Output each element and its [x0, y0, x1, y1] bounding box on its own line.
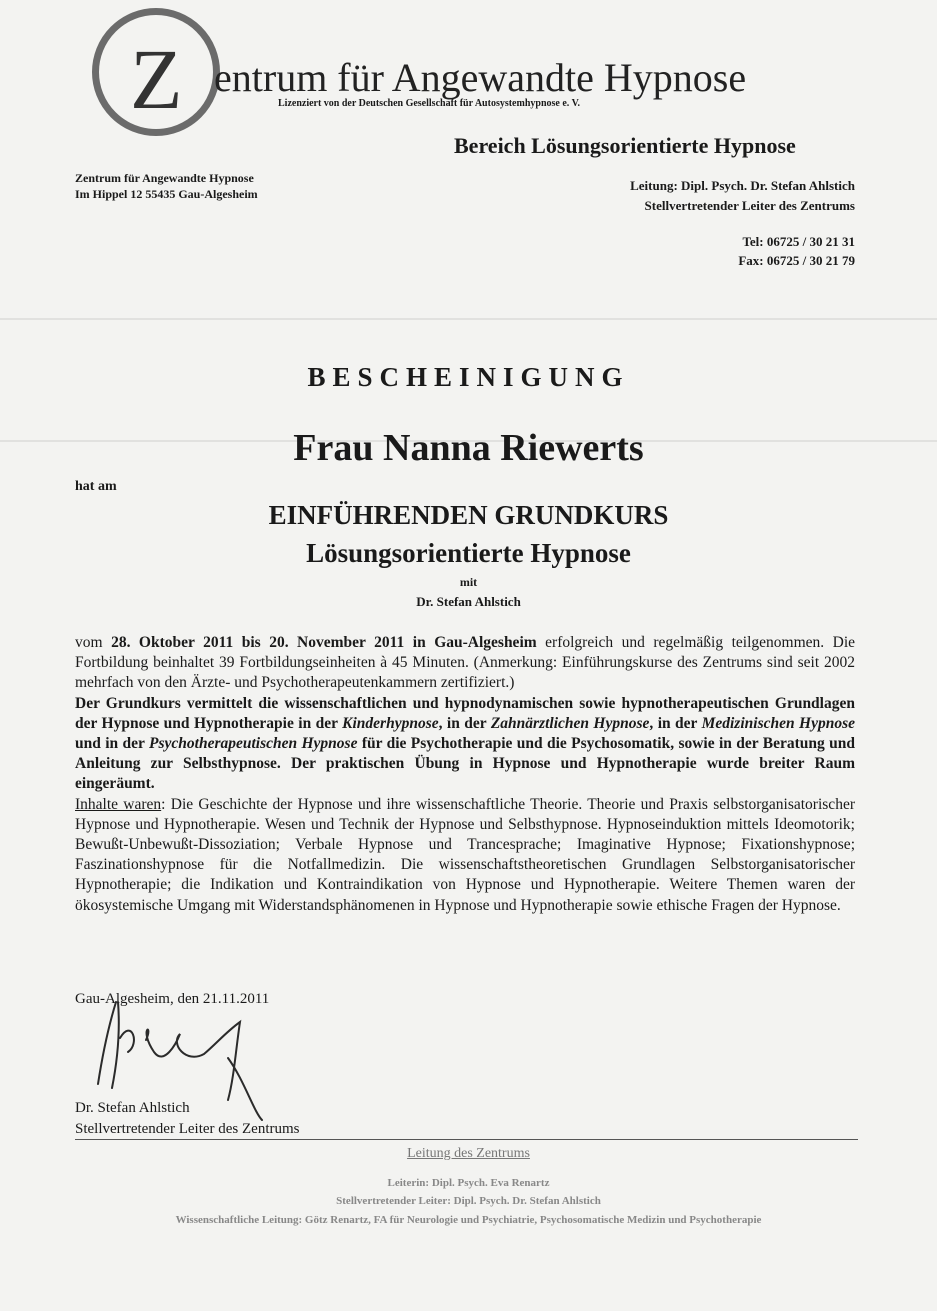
address-block — [75, 170, 258, 202]
recipient-name: Frau Nanna Riewerts — [293, 427, 644, 469]
course-title: EINFÜHRENDEN GRUNDKURS — [268, 500, 669, 530]
management-role: Stellvertretender Leiter des Zentrums — [644, 198, 855, 213]
signer-block — [75, 1098, 300, 1140]
with-label: mit — [459, 575, 478, 589]
topics-paragraph: Inhalte waren: Die Geschichte der Hypnose und ihre wissenschaftliche Theorie. Theorie und Praxis selbstorganisatorischer Hypnose und Hypnotherapie. Wesen und Technik der Hypnose und Selbsthypnose. Hypnoseinduktion mittels Ideomotorik; Bewußt-Unbewußt-Dissoziation; Verbale Hypnose und Trancesprache; Imaginative Hypnose; Fixationshypnose; Faszinationshypnose für die Notfallmedizin. Die wissenschaftstheoretischen Grundlagen Selbstorganisatorischer Hypnotherapie; die Indikation und Kontraindikation von Hypnose und Hypnotherapie. Weitere Themen waren der ökosystemische Umgang mit Widerstandsphänomenen in Hypnose und Hypnotherapie sowie ethische Fragen der Hypnose. — [75, 795, 855, 914]
signer-role: Stellvertretender Leiter des Zentrums — [75, 1121, 300, 1137]
footer-deputy: Stellvertretender Leiter: Dipl. Psych. Dr. Stefan Ahlstich — [336, 1195, 601, 1207]
fold-line — [0, 318, 937, 320]
footer-title: Leitung des Zentrums — [407, 1146, 530, 1161]
management-head: Leitung: Dipl. Psych. Dr. Stefan Ahlstich — [630, 178, 855, 193]
contact-block — [738, 232, 855, 270]
course-content-paragraph: Der Grundkurs vermittelt die wissenschaftlichen und hypnodynamischen sowie hypnotherapeutischen Grundlagen der Hypnose und Hypnotherapie in der Kinderhypnose, in der Zahnärztlichen Hypnose, in der Medizinischen Hypnose und in der Psychotherapeutischen Hypnose für die Psychotherapie und die Psychosomatik, sowie in der Beratung und Anleitung zur Selbsthypnose. Der praktischen Übung in Hypnose und Hypnotherapie wurde breiter Raum eingeräumt. — [75, 694, 856, 793]
phone-number: Tel: 06725 / 30 21 31 — [742, 234, 855, 249]
intro-text: hat am — [75, 479, 117, 494]
footer-divider — [75, 1139, 858, 1140]
address-street: Im Hippel 12 55435 Gau-Algesheim — [75, 187, 258, 201]
management-block — [630, 176, 855, 216]
course-leader: Dr. Stefan Ahlstich — [416, 594, 521, 609]
department-title: Bereich Lösungsorientierte Hypnose — [454, 133, 796, 158]
course-subtitle: Lösungsorientierte Hypnose — [306, 538, 631, 568]
footer-director: Leiterin: Dipl. Psych. Eva Renartz — [387, 1177, 550, 1189]
fax-number: Fax: 06725 / 30 21 79 — [738, 253, 855, 268]
address-name: Zentrum für Angewandte Hypnose — [75, 171, 254, 185]
place-date: Gau-Algesheim, den 21.11.2011 — [75, 991, 270, 1007]
organization-title: entrum für Angewandte Hypnose — [214, 55, 747, 100]
certificate-body — [75, 633, 855, 916]
certificate-heading: BESCHEINIGUNG — [307, 362, 630, 392]
license-line: Lizenziert von der Deutschen Gesellschaft für Autosystemhypnose e. V. — [278, 98, 581, 109]
signer-name: Dr. Stefan Ahlstich — [75, 1100, 190, 1116]
footer-scientific-lead: Wissenschaftliche Leitung: Götz Renartz, FA für Neurologie und Psychiatrie, Psychosomatische Medizin und Psychotherapie — [175, 1214, 762, 1226]
course-period-paragraph: vom 28. Oktober 2011 bis 20. November 2011 in Gau-Algesheim erfolgreich und regelmäßig teilgenommen. Die Fortbildung beinhaltet 39 Fortbildungseinheiten à 45 Minuten. (Anmerkung: Einführungskurse des Zentrums sind seit 2002 mehrfach von den Ärzte- und Psychotherapeutenkammern zertifiziert.) — [75, 634, 856, 692]
logo-letter: Z — [130, 31, 183, 127]
